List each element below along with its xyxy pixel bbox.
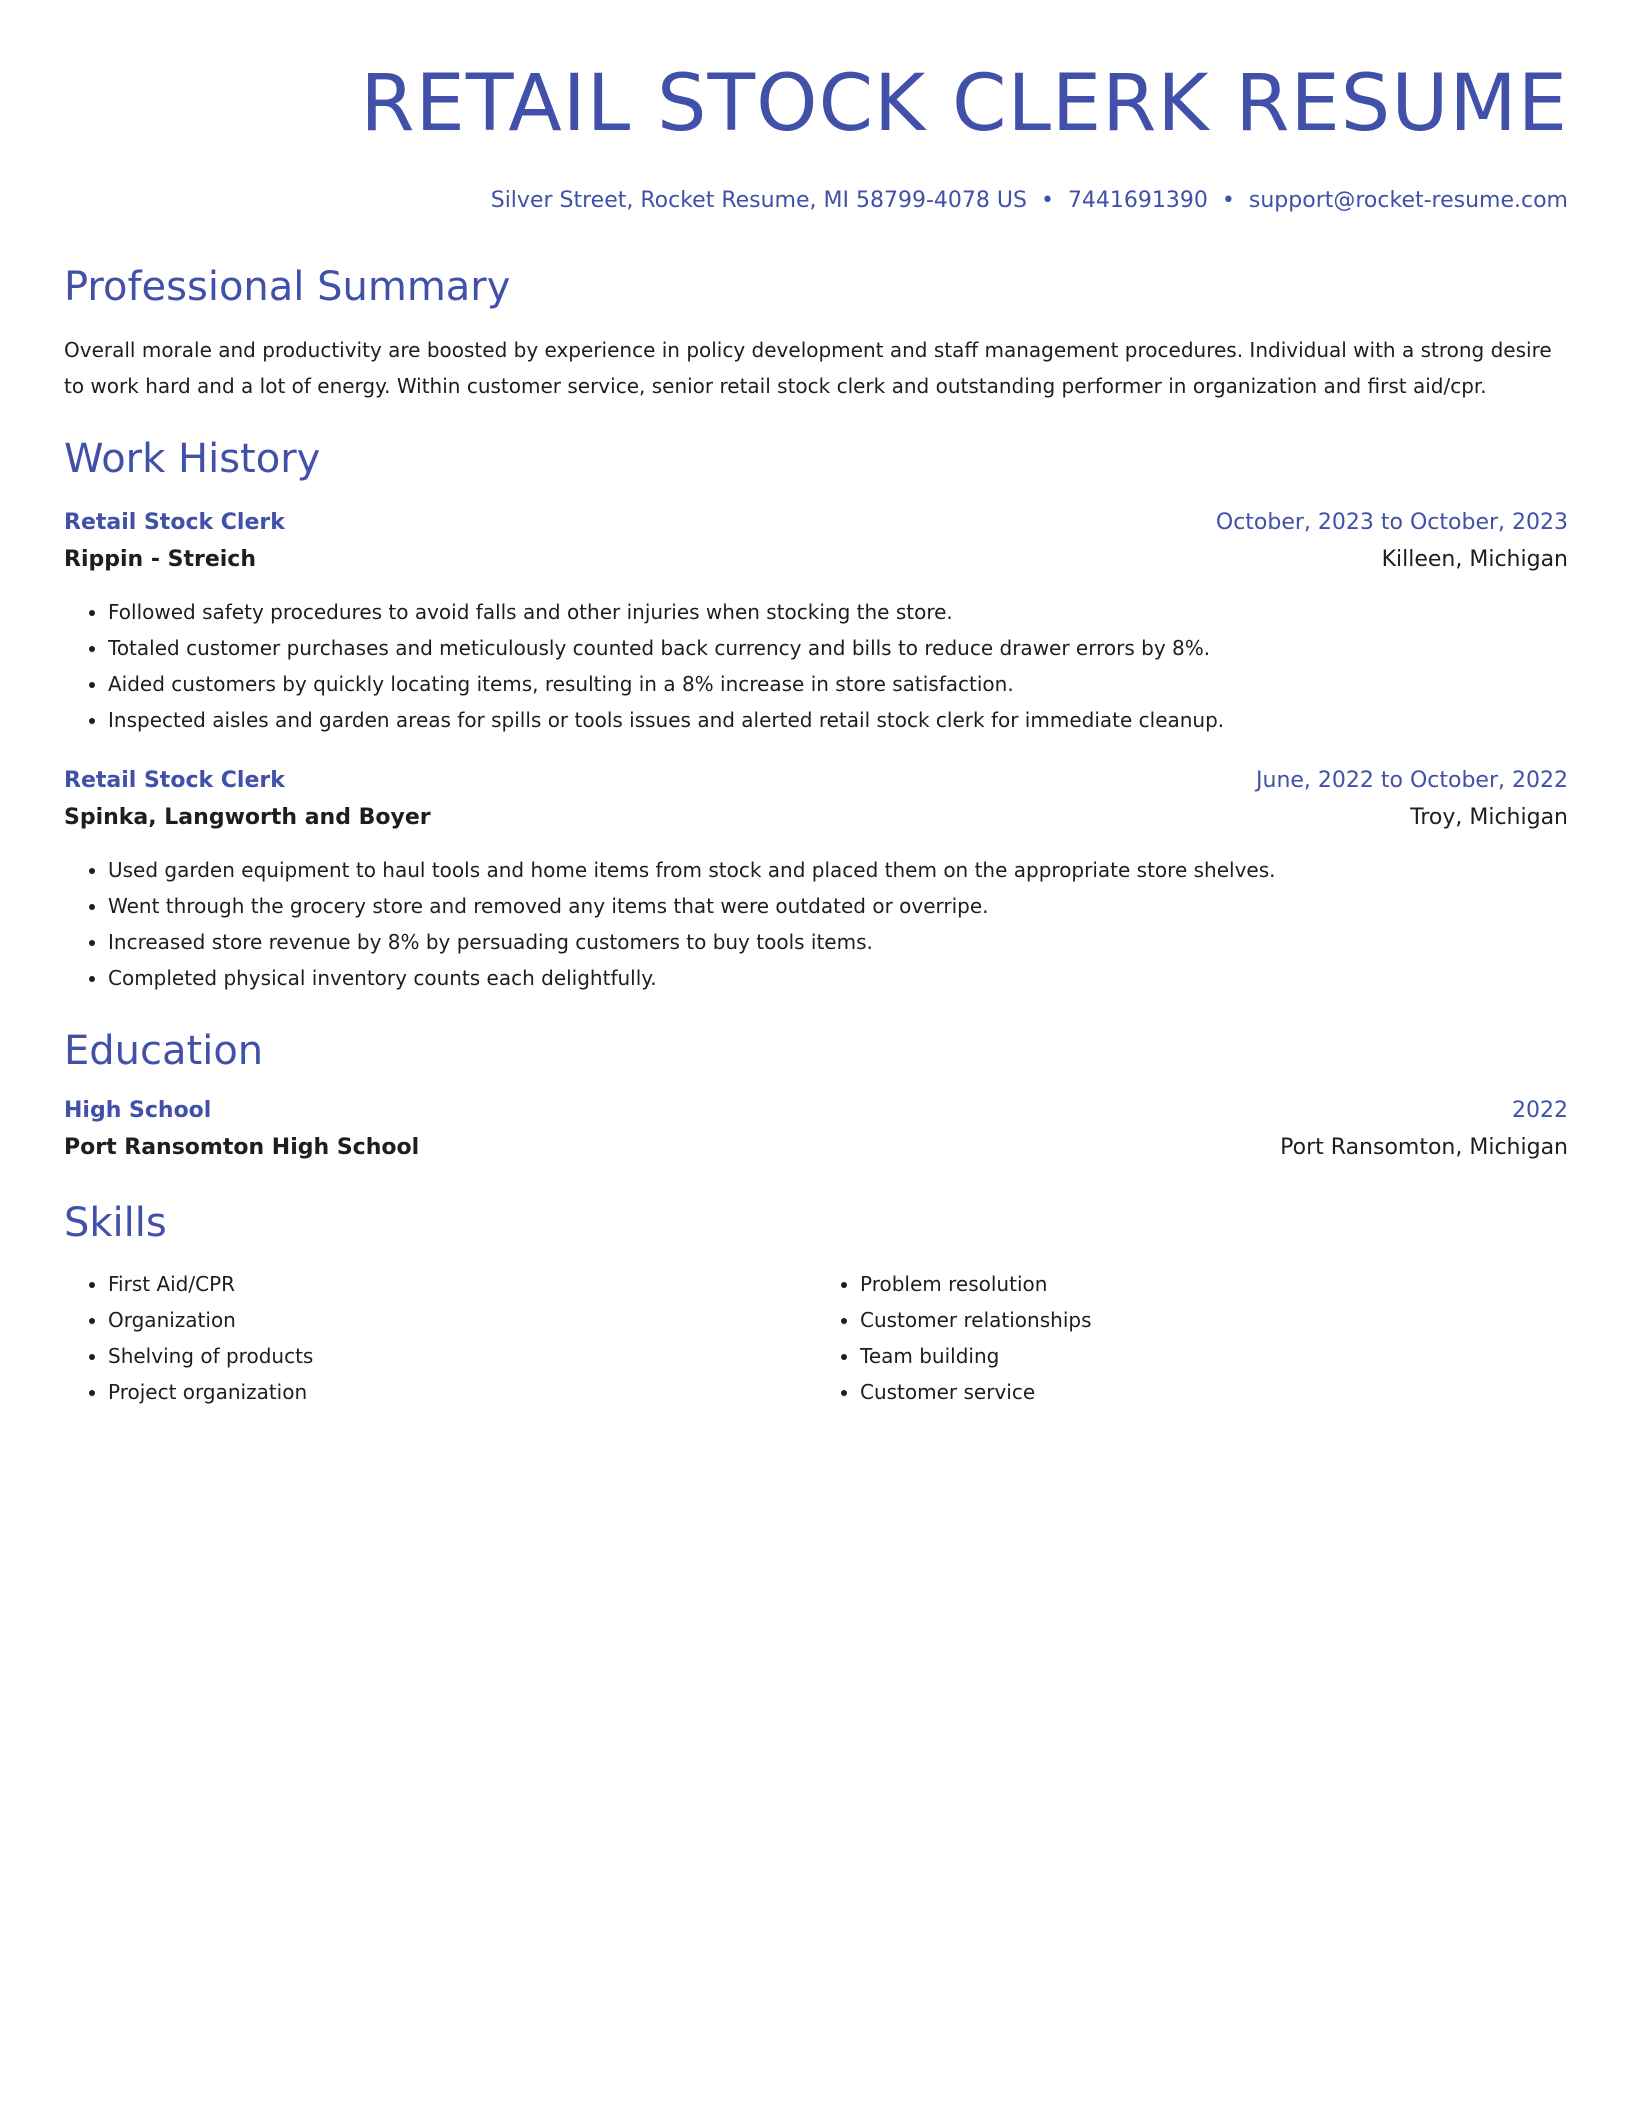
- job-location: Troy, Michigan: [1410, 805, 1568, 830]
- skills-heading: Skills: [64, 1200, 167, 1246]
- job-bullet: • Totaled customer purchases and meticulously counted back currency and bills to reduce drawer errors by 8%.: [108, 630, 1568, 666]
- skill-item: • Shelving of products: [108, 1338, 816, 1374]
- job-bullet: • Went through the grocery store and removed any items that were outdated or overripe.: [108, 888, 1568, 924]
- job-bullet: • Followed safety procedures to avoid falls and other injuries when stocking the store.: [108, 594, 1568, 630]
- contact-separator: •: [1040, 188, 1054, 213]
- job-bullets: [64, 594, 1568, 738]
- contact-email[interactable]: support@rocket-resume.com: [1248, 188, 1568, 213]
- contact-address: Silver Street, Rocket Resume, MI 58799-4078 US: [490, 188, 1027, 213]
- job-bullet: • Increased store revenue by 8% by persuading customers to buy tools items.: [108, 924, 1568, 960]
- summary-text: Overall morale and productivity are boosted by experience in policy development and staff management procedures. Individual with a strong desire to work hard and a lot of energy. Within customer service, senior retail stock clerk and outstanding performer in organization and first aid/cpr.: [64, 338, 1552, 398]
- skill-item: • Team building: [860, 1338, 1568, 1374]
- contact-line: [64, 186, 1568, 216]
- summary-heading: Professional Summary: [64, 264, 511, 310]
- job-location: Killeen, Michigan: [1381, 547, 1568, 572]
- skills-column-right: [816, 1266, 1568, 1410]
- job-dates: June, 2022 to October, 2022: [1256, 768, 1568, 793]
- education-year: 2022: [1512, 1098, 1568, 1123]
- skills-column-left: [64, 1266, 816, 1410]
- resume-header: [64, 0, 1568, 216]
- job-role: Retail Stock Clerk: [64, 768, 285, 793]
- education-school: Port Ransomton High School: [64, 1135, 420, 1160]
- education-heading: Education: [64, 1028, 264, 1074]
- work-history-heading: Work History: [64, 436, 321, 482]
- contact-separator: •: [1221, 188, 1235, 213]
- job-company: Spinka, Langworth and Boyer: [64, 805, 431, 830]
- job-bullets: [64, 852, 1568, 996]
- contact-phone: 7441691390: [1067, 188, 1208, 213]
- skill-item: • Customer service: [860, 1374, 1568, 1410]
- job-role: Retail Stock Clerk: [64, 510, 285, 535]
- skill-item: • Organization: [108, 1302, 816, 1338]
- job-bullet: • Used garden equipment to haul tools and home items from stock and placed them on the appropriate store shelves.: [108, 852, 1568, 888]
- job-entry: [64, 764, 1568, 996]
- skills-list: [64, 1266, 1568, 1410]
- job-bullet: • Inspected aisles and garden areas for spills or tools issues and alerted retail stock clerk for immediate cleanup.: [108, 702, 1568, 738]
- education-degree: High School: [64, 1098, 212, 1123]
- skill-item: • First Aid/CPR: [108, 1266, 816, 1302]
- job-entry: [64, 506, 1568, 738]
- education-location: Port Ransomton, Michigan: [1280, 1135, 1568, 1160]
- job-dates: October, 2023 to October, 2023: [1215, 510, 1568, 535]
- resume-title: RETAIL STOCK CLERK RESUME: [360, 59, 1568, 149]
- job-bullet: • Aided customers by quickly locating items, resulting in a 8% increase in store satisfaction.: [108, 666, 1568, 702]
- job-bullet: • Completed physical inventory counts each delightfully.: [108, 960, 1568, 996]
- education-entry: [64, 1094, 1568, 1168]
- skill-item: • Project organization: [108, 1374, 816, 1410]
- job-company: Rippin - Streich: [64, 547, 257, 572]
- skill-item: • Customer relationships: [860, 1302, 1568, 1338]
- skill-item: • Problem resolution: [860, 1266, 1568, 1302]
